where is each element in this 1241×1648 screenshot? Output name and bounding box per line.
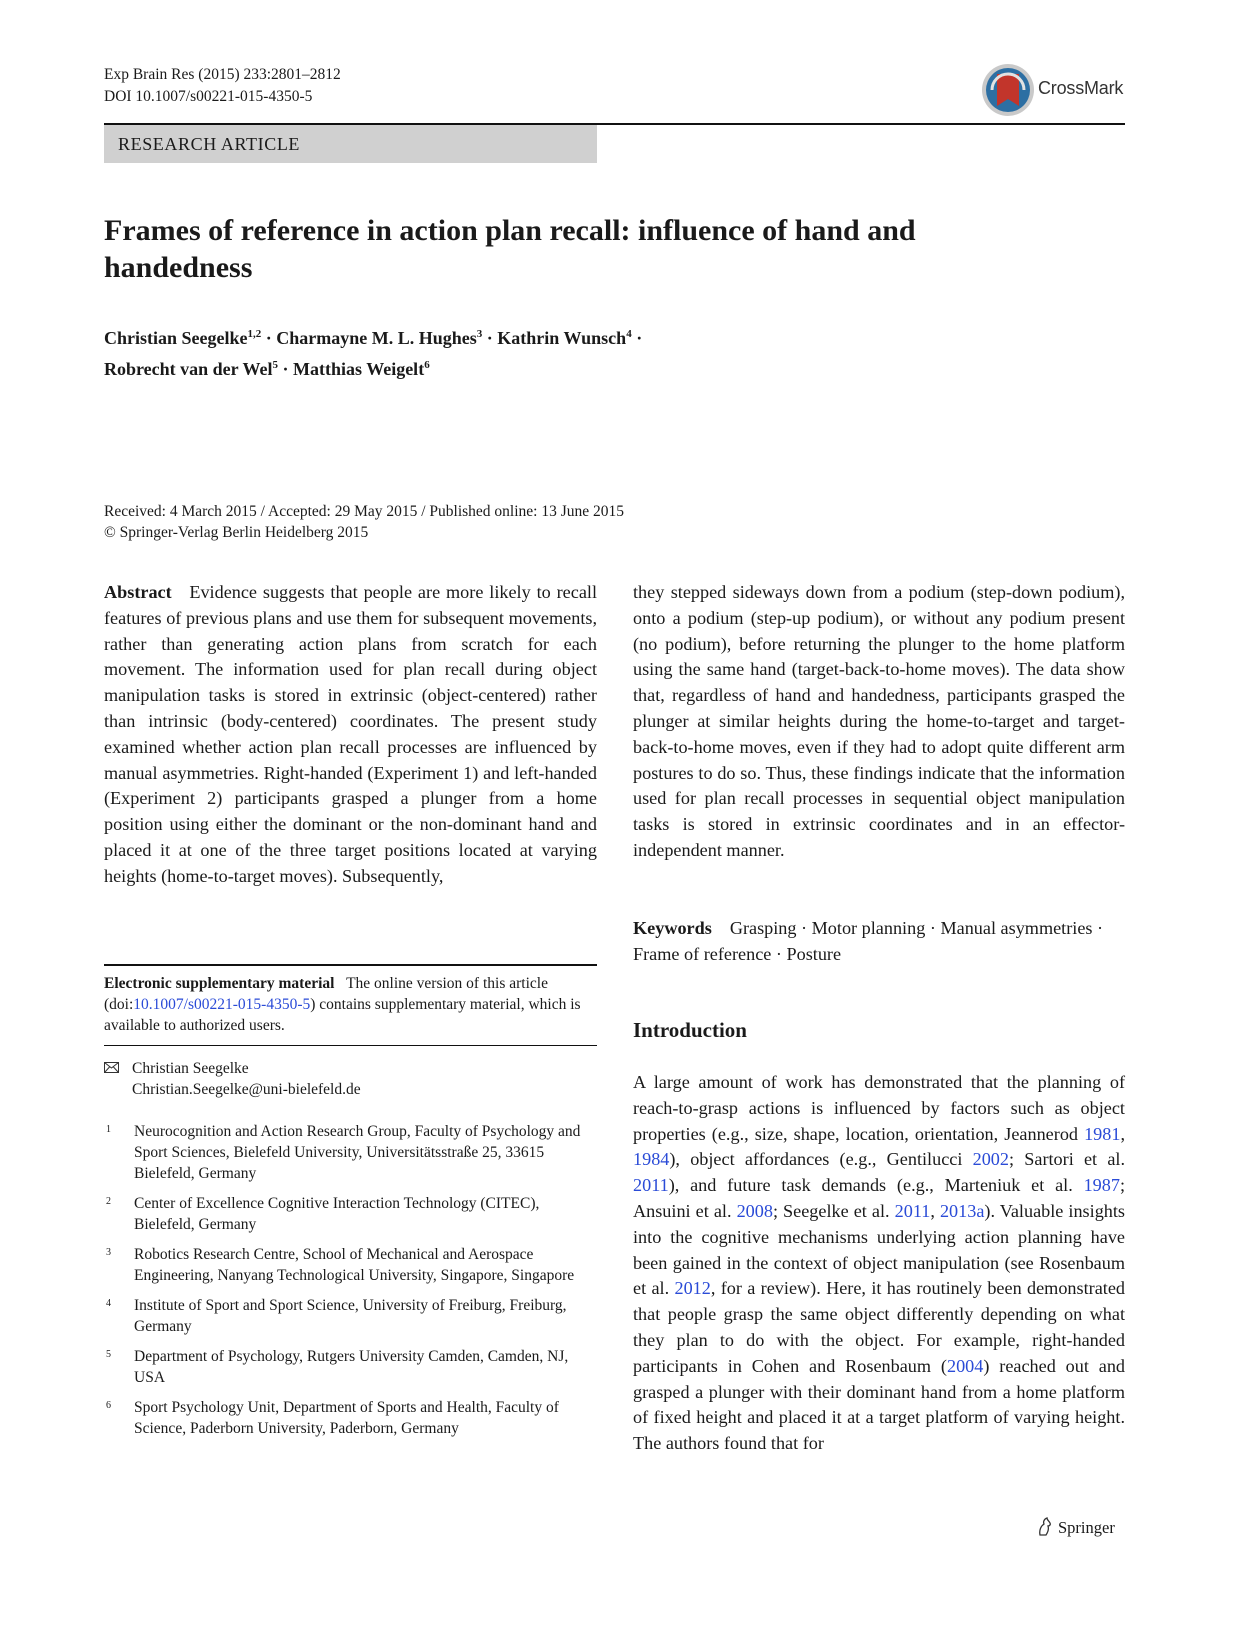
esm-divider <box>104 1045 597 1046</box>
author-affil-sup: 1,2 <box>247 328 262 340</box>
citation-link[interactable]: 2004 <box>946 1355 984 1376</box>
keywords-block <box>633 916 1125 968</box>
author-name[interactable]: Christian Seegelke <box>104 328 248 348</box>
author-separator: · <box>278 359 294 379</box>
springer-horse-icon <box>1036 1517 1054 1537</box>
affiliation-item <box>104 1397 597 1439</box>
doi-line: DOI 10.1007/s00221-015-4350-5 <box>104 88 313 105</box>
author-name[interactable]: Kathrin Wunsch <box>497 328 627 348</box>
abstract-text-part1: Evidence suggests that people are more likely to recall features of previous plans and use them for subsequent movements, rather than generating action plans from scratch for each movement. The information used for plan recall during object manipulation tasks is stored in extrinsic (object-centered) rather than intrinsic (body-centered) coordinates. The present study examined whether action plan recall processes are influenced by manual asymmetries. Right-handed (Experiment 1) and left-handed (Experiment 2) participants grasped a plunger from a home position using either the dominant or the non-dominant hand and placed it at one of the three target positions located at varying heights (home-to-target moves). Subsequently, <box>104 582 597 886</box>
citation-link[interactable]: 2013a <box>939 1200 985 1221</box>
affiliation-text: Center of Excellence Cognitive Interaction Technology (CITEC), Bielefeld, Germany <box>134 1195 540 1233</box>
introduction-heading: Introduction <box>633 1018 747 1042</box>
intro-text: A large amount of work has demonstrated that the planning of reach-to-grasp actions is influenced by factors such as object properties (e.g., size, shape, location, orientation, Jeannerod <box>633 1072 1125 1144</box>
affiliation-item <box>104 1346 597 1388</box>
abstract-left-column <box>104 580 597 890</box>
esm-text: The online version of this article (doi: <box>104 975 548 1013</box>
affiliation-number: 1 <box>106 1124 111 1135</box>
article-type-banner: RESEARCH ARTICLE <box>104 125 597 163</box>
affiliation-number: 5 <box>106 1349 111 1360</box>
doi-link[interactable]: 10.1007/s00221-015-4350-5 <box>133 996 311 1013</box>
citation-link[interactable]: 1984 <box>633 1149 670 1170</box>
intro-text: , <box>930 1200 940 1221</box>
abstract-label: Abstract <box>104 582 172 602</box>
envelope-icon <box>104 1062 119 1073</box>
abstract-text-part2: they stepped sideways down from a podium (step-down podium), onto a podium (step-up podium), or without any podium present (no podium), before returning the plunger to the home platform using the same hand (target-back-to-home moves). The data show that, regardless of hand and handedness, participants grasped the plunger at similar heights during the home-to-target and target-back-to-home moves, even if they had to adopt quite different arm postures to do so. Thus, these findings indicate that the information used for plan recall processes in sequential object manipulation tasks is stored in extrinsic coordinates and in an effector-independent manner. <box>633 582 1125 860</box>
intro-text: , <box>1120 1123 1125 1144</box>
citation-link[interactable]: 2011 <box>894 1200 931 1221</box>
affiliation-list <box>104 1121 597 1448</box>
affiliation-number: 2 <box>106 1196 111 1207</box>
journal-citation <box>104 64 341 108</box>
author-name[interactable]: Matthias Weigelt <box>293 359 425 379</box>
author-name[interactable]: Robrecht van der Wel <box>104 359 273 379</box>
affiliation-item <box>104 1193 597 1235</box>
supplementary-material-note <box>104 973 597 1036</box>
affiliation-item <box>104 1295 597 1337</box>
affiliation-text: Department of Psychology, Rutgers University Camden, Camden, NJ, USA <box>134 1348 569 1386</box>
author-affil-sup: 6 <box>424 359 430 371</box>
intro-text: ), and future task demands (e.g., Marteniuk et al. <box>668 1175 1084 1196</box>
author-separator: · <box>482 328 498 348</box>
abstract-right-column <box>633 580 1125 864</box>
corresponding-author-email[interactable]: Christian.Seegelke@uni-bielefeld.de <box>132 1081 361 1098</box>
author-list <box>104 321 1004 383</box>
intro-text: ), object affordances (e.g., Gentilucci <box>669 1149 973 1170</box>
springer-label: Springer <box>1058 1518 1115 1537</box>
intro-text: ) reached out and grasped a plunger with their dominant hand from a home platform of fixed height and placed it at a target platform of varying height. The authors found that for <box>633 1355 1126 1454</box>
journal-reference: Exp Brain Res (2015) 233:2801–2812 <box>104 66 341 83</box>
introduction-text <box>633 1070 1125 1457</box>
citation-link[interactable]: 1981 <box>1084 1123 1121 1144</box>
citation-link[interactable]: 2002 <box>972 1149 1009 1170</box>
affiliation-number: 4 <box>106 1298 111 1309</box>
crossmark-label: CrossMark <box>1038 78 1124 98</box>
correspondence-block <box>104 1058 361 1100</box>
intro-text: ; Sartori et al. <box>1008 1149 1125 1170</box>
citation-link[interactable]: 2012 <box>674 1278 711 1299</box>
affiliation-item <box>104 1244 597 1286</box>
publisher-footer <box>1036 1517 1115 1538</box>
copyright-line: © Springer-Verlag Berlin Heidelberg 2015 <box>104 524 369 541</box>
author-separator: · <box>261 328 277 348</box>
crossmark-icon <box>980 62 1036 118</box>
author-affil-sup: 3 <box>476 328 483 340</box>
citation-link[interactable]: 2011 <box>633 1175 669 1196</box>
affiliation-text: Institute of Sport and Sport Science, University of Freiburg, Freiburg, Germany <box>134 1297 567 1335</box>
corresponding-author-name: Christian Seegelke <box>132 1060 249 1077</box>
intro-text: , for a review). Here, it has routinely been demonstrated that people grasp the same object differently depending on what they plan to do with the object. For example, right-handed participants in Cohen and Rosenbaum ( <box>633 1278 1125 1376</box>
affiliation-text: Neurocognition and Action Research Group, Faculty of Psychology and Sport Sciences, Bielefeld University, Universitätsstraße 25, 33615 Bielefeld, Germany <box>134 1123 581 1182</box>
citation-link[interactable]: 2008 <box>736 1200 773 1221</box>
author-name[interactable]: Charmayne M. L. Hughes <box>276 328 477 348</box>
intro-text: ; Seegelke et al. <box>772 1200 895 1221</box>
paper-title: Frames of reference in action plan recall: influence of hand and handedness <box>104 214 916 284</box>
intro-text: ; Ansuini et al. <box>633 1175 1125 1221</box>
publication-dates <box>104 501 624 543</box>
affiliation-number: 3 <box>106 1247 111 1258</box>
author-affil-sup: 5 <box>272 359 279 371</box>
citation-link[interactable]: 1987 <box>1083 1175 1120 1196</box>
intro-text: ). Valuable insights into the cognitive mechanisms underlying action planning have been gained in the context of object manipulation (see Rosenbaum et al. <box>633 1200 1126 1299</box>
affiliation-text: Sport Psychology Unit, Department of Sports and Health, Faculty of Science, Paderborn University, Paderborn, Germany <box>134 1399 559 1437</box>
keywords-text: Grasping · Motor planning · Manual asymmetries · Frame of reference · Posture <box>633 918 1104 964</box>
author-affil-sup: 4 <box>626 328 632 340</box>
affiliation-item <box>104 1121 597 1184</box>
author-separator: · <box>631 328 643 348</box>
keywords-label: Keywords <box>633 918 712 938</box>
esm-label: Electronic supplementary material <box>104 975 335 992</box>
received-accepted-published: Received: 4 March 2015 / Accepted: 29 May 2015 / Published online: 13 June 2015 <box>104 503 625 520</box>
affiliation-number: 6 <box>106 1400 111 1411</box>
crossmark-badge[interactable] <box>980 62 1130 118</box>
esm-text-tail: ) contains supplementary material, which is available to authorized users. <box>104 996 581 1034</box>
affiliation-text: Robotics Research Centre, School of Mechanical and Aerospace Engineering, Nanyang Technological University, Singapore, Singapore <box>134 1246 575 1284</box>
footnote-rule <box>104 964 597 966</box>
